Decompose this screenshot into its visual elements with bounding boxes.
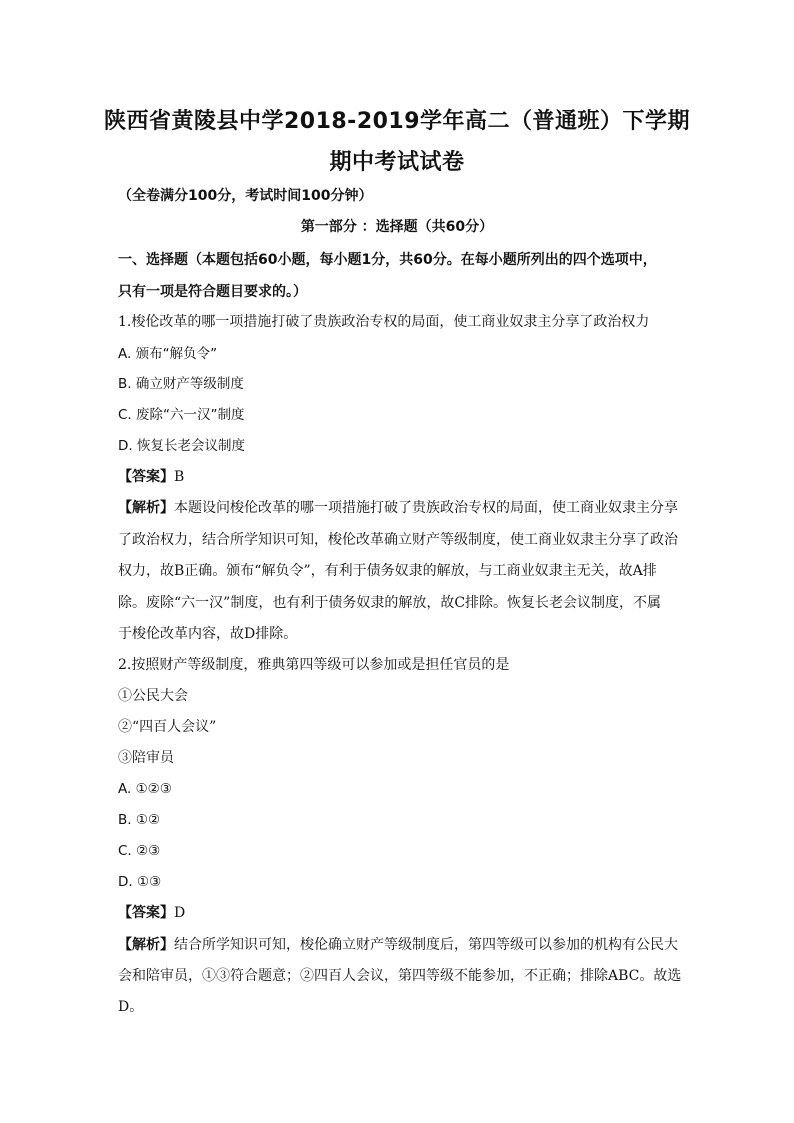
document-title-line2: 期中考试试卷	[329, 150, 465, 175]
question-2-item-1: ①公民大会	[118, 688, 188, 704]
question-2-answer	[118, 903, 678, 923]
question-2-analysis-line3: D。	[118, 999, 144, 1015]
answer-tag: 【答案】	[118, 905, 174, 921]
score-time-note: （全卷满分100分，考试时间100分钟）	[118, 188, 373, 204]
answer-value: B	[174, 469, 185, 485]
question-2-item-2: ②“四百人会议”	[118, 719, 217, 735]
question-1-stem: 1.梭伦改革的哪一项措施打破了贵族政治专权的局面，使工商业奴隶主分享了政治权力	[118, 314, 650, 330]
question-1-option-d: D. 恢复长老会议制度	[118, 438, 245, 454]
question-1-analysis-line4: 除。废除“六一汉”制度，也有利于债务奴隶的解放，故C排除。恢复长老会议制度，不属	[118, 595, 662, 611]
analysis-tag: 【解析】	[118, 937, 174, 953]
answer-value: D	[174, 905, 186, 921]
part-one-heading: 第一部分 ：选择题（共60分）	[300, 219, 494, 235]
analysis-text: 本题设问梭伦改革的哪一项措施打破了贵族政治专权的局面，使工商业奴隶主分享	[174, 500, 678, 516]
answer-tag: 【答案】	[118, 469, 174, 485]
question-1-analysis-line5: 于梭伦改革内容，故D排除。	[118, 626, 298, 642]
question-2-option-c: C. ②③	[118, 843, 161, 859]
section-instruction-line1: 一、选择题（本题包括60小题，每小题1分，共60分。在每小题所列出的四个选项中，	[118, 252, 657, 268]
question-1-option-c: C. 废除“六一汉”制度	[118, 407, 245, 423]
question-1-analysis-line1	[118, 498, 678, 518]
question-1-answer	[118, 467, 678, 487]
question-2-analysis-line2: 会和陪审员，①③符合题意；②四百人会议，第四等级不能参加，不正确；排除ABC。故选	[118, 968, 682, 984]
document-title-line1: 陕西省黄陵县中学2018-2019学年高二（普通班）下学期	[103, 109, 691, 134]
question-1-option-b: B. 确立财产等级制度	[118, 376, 244, 392]
question-2-option-d: D. ①③	[118, 874, 162, 890]
question-1-option-a: A. 颁布“解负令”	[118, 346, 218, 362]
question-2-analysis-line1	[118, 935, 678, 955]
analysis-tag: 【解析】	[118, 500, 174, 516]
question-2-item-3: ③陪审员	[118, 750, 174, 766]
question-2-option-b: B. ①②	[118, 812, 161, 828]
question-2-stem: 2.按照财产等级制度，雅典第四等级可以参加或是担任官员的是	[118, 657, 510, 673]
question-1-analysis-line3: 权力，故B正确。颁布“解负令”，有利于债务奴隶的解放，与工商业奴隶主无关，故A排	[118, 563, 657, 579]
question-1-analysis-line2: 了政治权力，结合所学知识可知，梭伦改革确立财产等级制度，使工商业奴隶主分享了政治	[118, 532, 678, 548]
section-instruction-line2: 只有一项是符合题目要求的。）	[118, 284, 307, 300]
analysis-text: 结合所学知识可知，梭伦确立财产等级制度后，第四等级可以参加的机构有公民大	[174, 937, 678, 953]
question-2-option-a: A. ①②③	[118, 781, 172, 797]
